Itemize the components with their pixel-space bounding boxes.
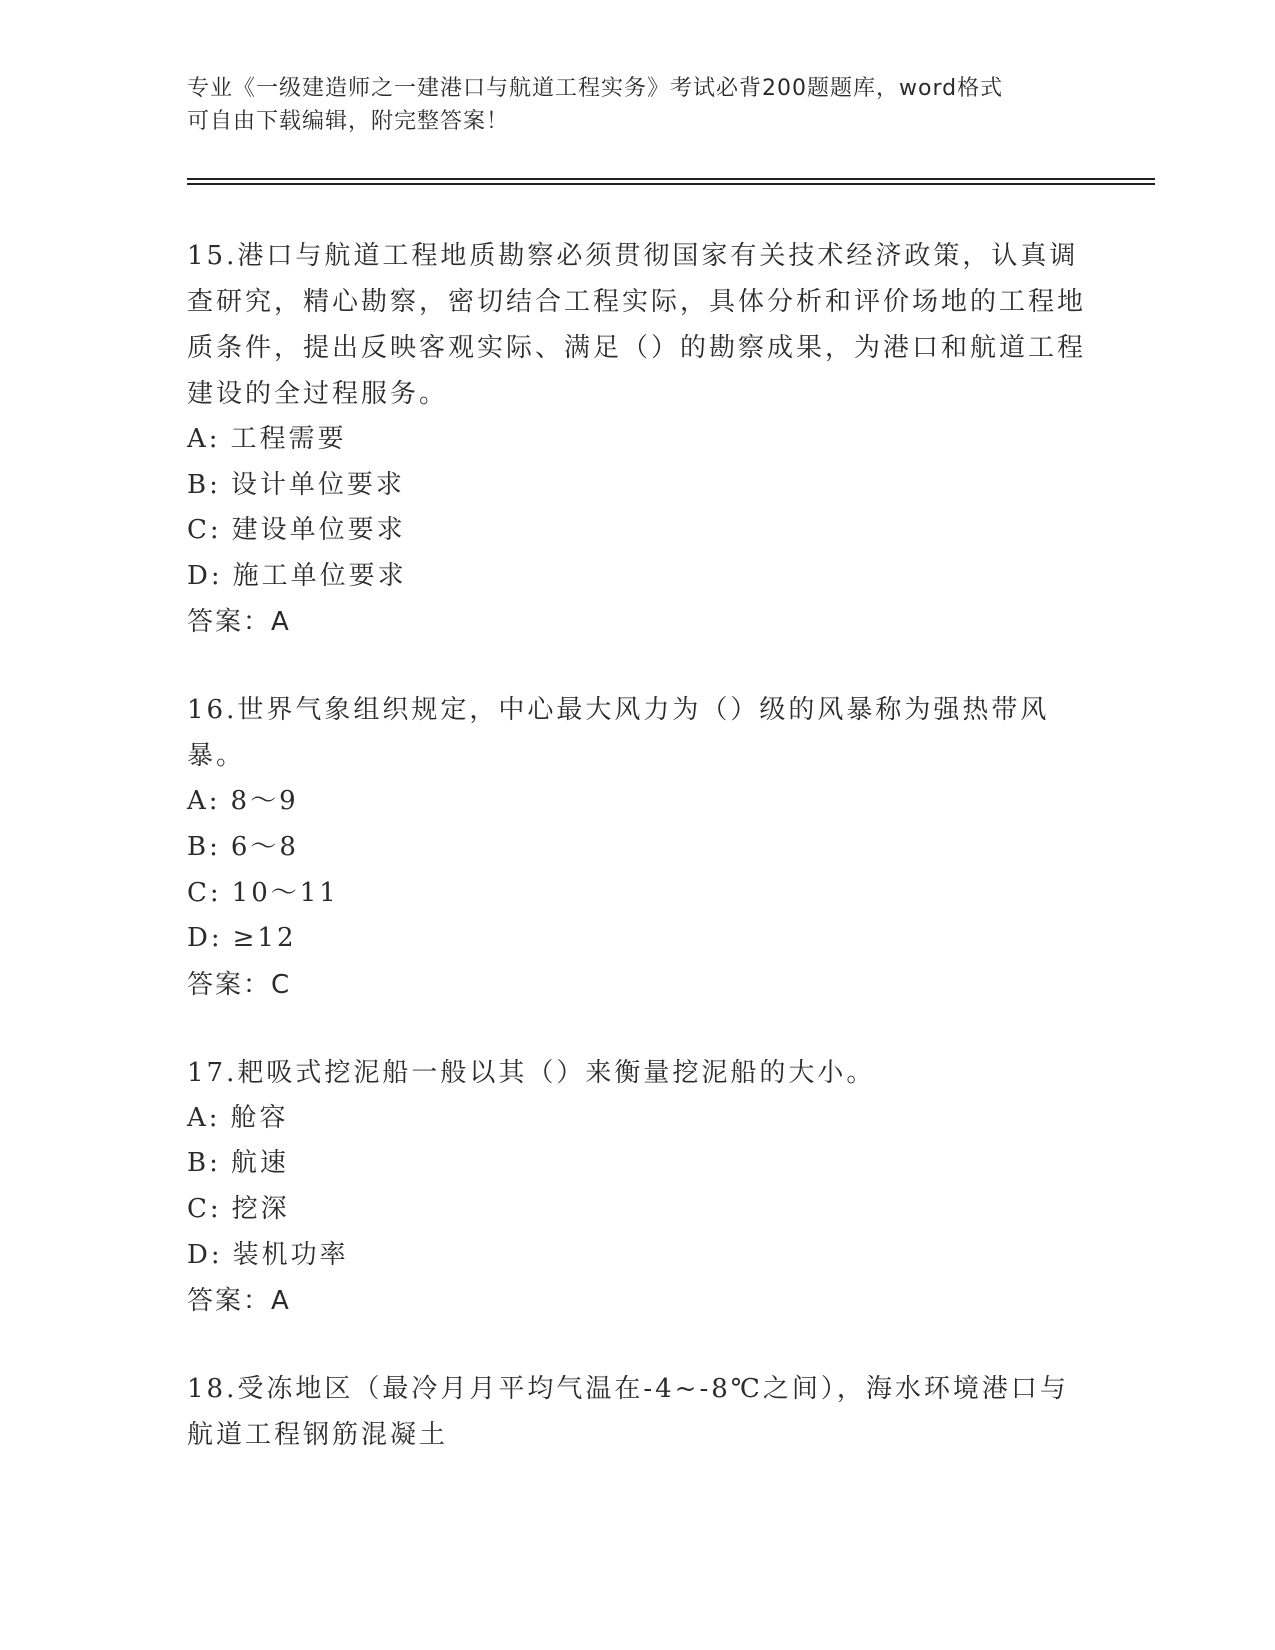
option-key: D xyxy=(187,560,211,591)
answer-line: 答案：A xyxy=(187,1286,291,1317)
question-stem: 15.港口与航道工程地质勘察必须贯彻国家有关技术经济政策，认真调查研究，精心勘察，密切结合工程实际，具体分析和评价场地的工程地质条件，提出反映客观实际、满足（）的勘察成果，为港口和航道工程建设的全过程服务。 xyxy=(187,241,1087,409)
option-text: 舱容 xyxy=(230,1102,289,1133)
question-stem: 16.世界气象组织规定，中心最大风力为（）级的风暴称为强热带风暴。 xyxy=(187,695,1050,772)
option-text: 6～8 xyxy=(230,831,299,862)
option-key: A xyxy=(187,424,209,454)
option-a: A: 工程需要 xyxy=(187,424,347,454)
document-header xyxy=(187,72,1087,138)
option-key: A xyxy=(187,1102,209,1133)
option-b: B: 6～8 xyxy=(187,831,299,862)
option-c: C: 建设单位要求 xyxy=(187,515,406,546)
option-key: C xyxy=(187,1193,210,1224)
option-key: C xyxy=(187,877,210,908)
option-d: D: ≥12 xyxy=(187,923,297,954)
header-divider-top xyxy=(187,178,1155,180)
header-line-1: 专业《一级建造师之一建港口与航道工程实务》考试必背200题题库，word格式 xyxy=(187,76,1004,101)
header-line-2: 可自由下载编辑，附完整答案！ xyxy=(187,109,510,134)
option-text: 挖深 xyxy=(231,1193,290,1224)
option-text: 工程需要 xyxy=(230,424,347,454)
option-key: C xyxy=(187,515,210,546)
option-c: C: 挖深 xyxy=(187,1193,290,1224)
header-divider-bottom xyxy=(187,183,1155,185)
option-a: A: 舱容 xyxy=(187,1102,289,1133)
option-text: 设计单位要求 xyxy=(230,469,405,500)
question-17 xyxy=(187,1050,1087,1324)
option-text: 航速 xyxy=(230,1148,289,1179)
option-b: B: 航速 xyxy=(187,1148,289,1179)
option-text: ≥12 xyxy=(232,923,297,954)
option-key: B xyxy=(187,469,210,500)
option-text: 施工单位要求 xyxy=(232,560,407,591)
option-c: C: 10～11 xyxy=(187,877,339,908)
question-list xyxy=(187,233,1087,1500)
option-text: 建设单位要求 xyxy=(231,515,406,546)
option-b: B: 设计单位要求 xyxy=(187,469,405,500)
answer-line: 答案：C xyxy=(187,969,292,1000)
option-d: D: 施工单位要求 xyxy=(187,560,407,591)
question-16 xyxy=(187,687,1087,1007)
option-d: D: 装机功率 xyxy=(187,1239,349,1270)
question-18 xyxy=(187,1366,1087,1458)
option-key: B xyxy=(187,1148,210,1179)
question-15 xyxy=(187,233,1087,645)
option-text: 8～9 xyxy=(230,786,299,817)
option-text: 10～11 xyxy=(231,877,339,908)
question-stem: 18.受冻地区（最冷月月平均气温在-4~-8℃之间），海水环境港口与航道工程钢筋混凝土 xyxy=(187,1374,1069,1451)
option-a: A: 8～9 xyxy=(187,786,299,817)
option-key: D xyxy=(187,923,211,954)
answer-line: 答案：A xyxy=(187,607,291,638)
option-key: A xyxy=(187,786,209,817)
option-key: B xyxy=(187,831,210,862)
question-stem: 17.耙吸式挖泥船一般以其（）来衡量挖泥船的大小。 xyxy=(187,1057,876,1088)
option-text: 装机功率 xyxy=(232,1239,349,1270)
option-key: D xyxy=(187,1239,211,1270)
